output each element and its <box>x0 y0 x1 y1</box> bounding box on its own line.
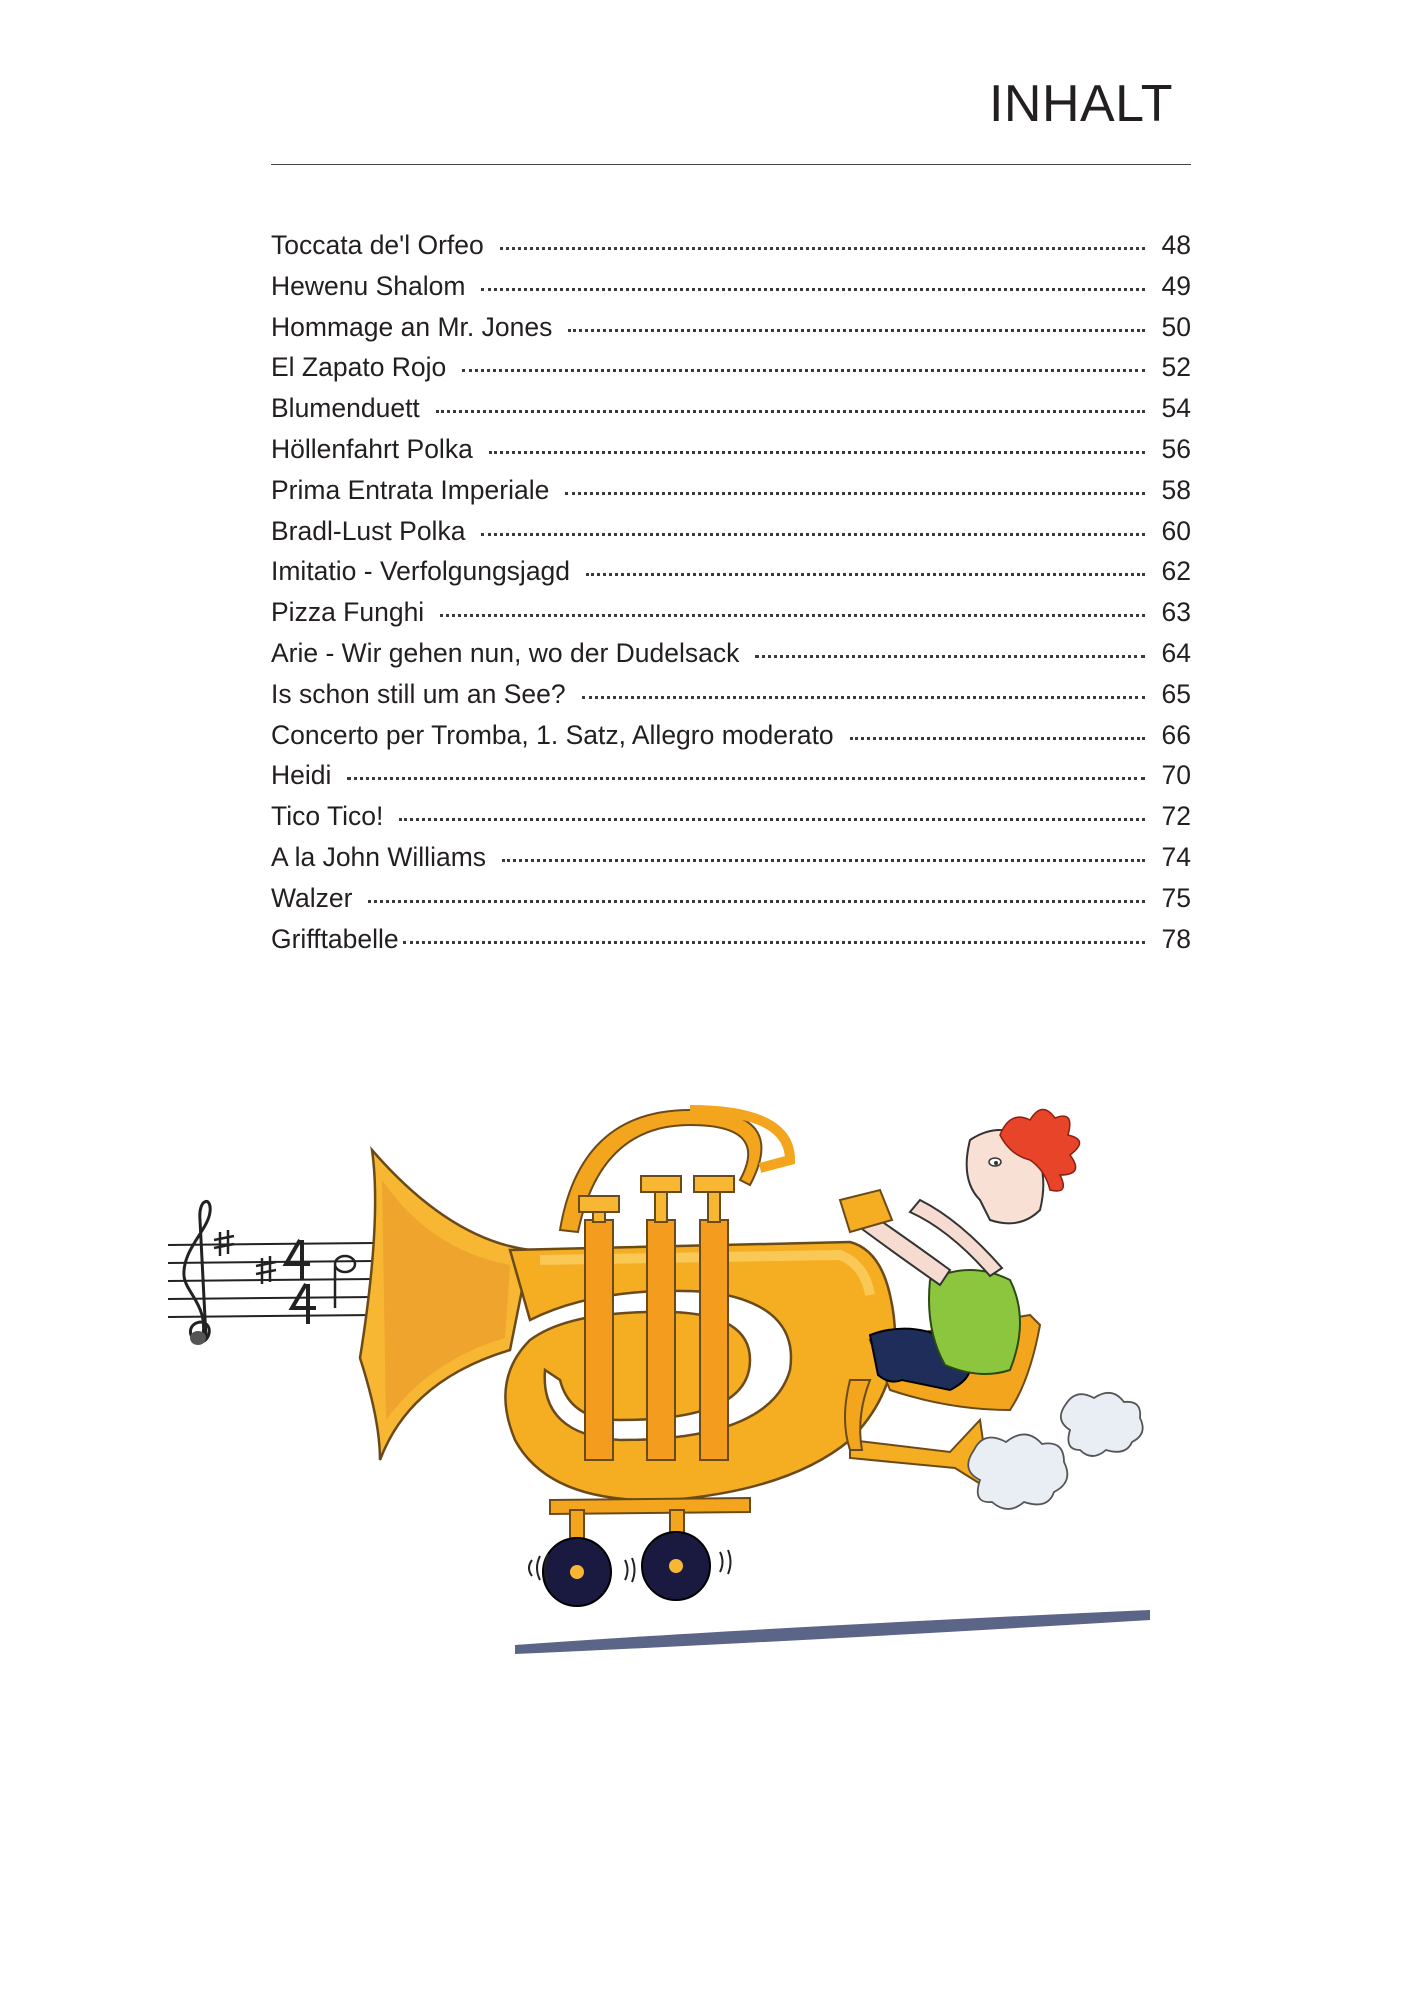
toc-leader-dots <box>436 410 1145 413</box>
toc-entry[interactable] <box>271 271 1191 312</box>
toc-entry-title: Toccata de'l Orfeo <box>271 230 484 260</box>
toc-entry-title: Hommage an Mr. Jones <box>271 311 553 342</box>
trumpet-car-illustration <box>150 1080 1300 1700</box>
toc-entry[interactable] <box>271 883 1191 924</box>
toc-entry-page: 65 <box>1161 678 1191 709</box>
treble-clef-icon <box>184 1202 210 1345</box>
toc-leader-dots <box>489 451 1145 454</box>
toc-entry-page: 49 <box>1161 270 1191 301</box>
toc-entry[interactable] <box>271 230 1191 271</box>
table-of-contents <box>271 230 1191 964</box>
toc-entry[interactable] <box>271 597 1191 638</box>
toc-entry-title: Is schon still um an See? <box>271 678 566 709</box>
trumpet-valves <box>579 1176 734 1460</box>
toc-entry-page: 74 <box>1161 841 1191 872</box>
toc-leader-dots <box>582 696 1145 699</box>
wheel-left <box>543 1538 611 1606</box>
toc-entry-title: Heidi <box>271 760 332 791</box>
toc-entry[interactable] <box>271 679 1191 720</box>
toc-leader-dots <box>565 492 1145 495</box>
toc-entry[interactable] <box>271 393 1191 434</box>
toc-entry[interactable] <box>271 556 1191 597</box>
toc-entry-page: 62 <box>1161 556 1191 587</box>
toc-entry-title: Pizza Funghi <box>271 597 425 628</box>
toc-entry-title: Höllenfahrt Polka <box>271 433 473 464</box>
wheel-right <box>642 1532 710 1600</box>
toc-entry-title: Tico Tico! <box>271 801 384 832</box>
toc-entry[interactable] <box>271 720 1191 761</box>
toc-leader-dots <box>440 614 1145 617</box>
page-title: INHALT <box>988 75 1173 133</box>
toc-entry[interactable] <box>271 516 1191 557</box>
toc-leader-dots <box>403 941 1145 944</box>
toc-entry[interactable] <box>271 801 1191 842</box>
toc-leader-dots <box>586 573 1145 576</box>
toc-entry[interactable] <box>271 352 1191 393</box>
toc-entry-page: 64 <box>1161 637 1191 668</box>
toc-entry-title: A la John Williams <box>271 841 487 872</box>
toc-entry[interactable] <box>271 312 1191 353</box>
toc-entry-title: Grifftabelle <box>271 923 399 954</box>
toc-entry-title: Hewenu Shalom <box>271 270 466 301</box>
toc-entry-page: 70 <box>1161 760 1191 791</box>
time-signature <box>286 1240 316 1324</box>
toc-entry-title: Bradl-Lust Polka <box>271 515 466 546</box>
toc-entry-page: 78 <box>1161 923 1191 954</box>
toc-entry[interactable] <box>271 434 1191 475</box>
toc-leader-dots <box>500 247 1145 250</box>
toc-entry[interactable] <box>271 842 1191 883</box>
toc-leader-dots <box>368 900 1145 903</box>
toc-entry-page: 58 <box>1161 474 1191 505</box>
key-signature <box>214 1230 276 1284</box>
toc-entry[interactable] <box>271 638 1191 679</box>
toc-entry-title: Arie - Wir gehen nun, wo der Dudelsack <box>271 637 740 668</box>
toc-entry[interactable] <box>271 475 1191 516</box>
toc-entry-title: Walzer <box>271 882 353 913</box>
toc-entry-title: Prima Entrata Imperiale <box>271 474 550 505</box>
toc-entry[interactable] <box>271 760 1191 801</box>
toc-leader-dots <box>347 777 1145 780</box>
toc-entry-page: 63 <box>1161 597 1191 628</box>
toc-entry-page: 75 <box>1161 882 1191 913</box>
exhaust-horn <box>850 1420 990 1490</box>
toc-entry-page: 72 <box>1161 801 1191 832</box>
toc-entry-page: 56 <box>1161 433 1191 464</box>
toc-entry[interactable] <box>271 924 1191 965</box>
ground-shadow <box>515 1610 1150 1654</box>
toc-leader-dots <box>502 859 1145 862</box>
toc-leader-dots <box>481 533 1145 536</box>
toc-entry-page: 52 <box>1161 352 1191 383</box>
toc-leader-dots <box>755 655 1145 658</box>
toc-entry-page: 60 <box>1161 515 1191 546</box>
toc-entry-title: Concerto per Tromba, 1. Satz, Allegro moderato <box>271 719 834 750</box>
toc-leader-dots <box>850 737 1145 740</box>
toc-entry-title: Imitatio - Verfolgungsjagd <box>271 556 571 587</box>
toc-entry-title: Blumenduett <box>271 393 420 424</box>
toc-leader-dots <box>462 369 1145 372</box>
toc-leader-dots <box>568 329 1145 332</box>
music-note-icon <box>335 1256 355 1308</box>
toc-entry-page: 48 <box>1161 230 1191 260</box>
shirt <box>929 1270 1020 1374</box>
title-divider <box>271 164 1191 165</box>
toc-entry-page: 66 <box>1161 719 1191 750</box>
toc-leader-dots <box>399 818 1145 821</box>
toc-leader-dots <box>481 288 1145 291</box>
toc-entry-page: 50 <box>1161 311 1191 342</box>
toc-entry-page: 54 <box>1161 393 1191 424</box>
toc-entry-title: El Zapato Rojo <box>271 352 447 383</box>
